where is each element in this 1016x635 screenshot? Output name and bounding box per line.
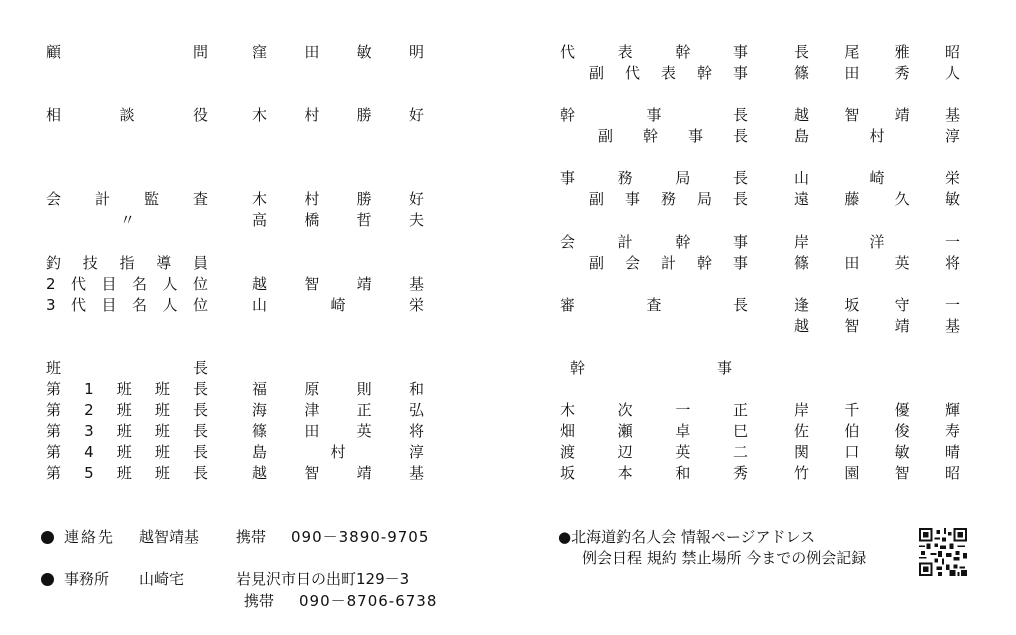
auditor-name-1: 木 村 勝 好 <box>252 190 424 208</box>
vice-chief-name: 島 村 淳 <box>794 127 960 145</box>
treasurer-name: 岸 洋 一 <box>794 233 960 251</box>
group-leader-name-1: 福 原 則 和 <box>252 380 424 398</box>
secretary-b-4: 竹 園 智 昭 <box>794 464 960 482</box>
bullet-icon <box>41 531 54 544</box>
vice-rep-title: 副 代 表 幹 事 <box>589 64 748 82</box>
office-chief-name: 山 崎 栄 <box>794 169 960 187</box>
info-links[interactable]: 例会日程 規約 禁止場所 今までの例会記録 <box>582 549 867 567</box>
secretary-b-2: 佐 伯 俊 寿 <box>794 422 960 440</box>
judge-name-2: 越 智 靖 基 <box>794 317 960 335</box>
judge-name-1: 逢 坂 守 一 <box>794 296 960 314</box>
secretary-a-1: 木 次 一 正 <box>560 401 748 419</box>
contact-label: 連絡先 <box>64 528 116 546</box>
qr-code-icon[interactable] <box>919 528 967 576</box>
office-chief-title: 事 務 局 長 <box>560 169 748 187</box>
office-place: 山崎宅 <box>139 570 185 588</box>
group-leader-role-2: 第 2 班 班 長 <box>46 401 208 419</box>
contact-mobile-label: 携帯 <box>236 528 267 546</box>
instructor-rank-2: 2 代 目 名 人 位 <box>46 275 208 293</box>
vice-treasurer-name: 篠 田 英 将 <box>794 254 960 272</box>
office-label: 事務所 <box>64 570 110 588</box>
chief-name: 越 智 靖 基 <box>794 106 960 124</box>
secretary-a-4: 坂 本 和 秀 <box>560 464 748 482</box>
chief-title: 幹 事 長 <box>560 106 748 124</box>
auditor-title: 会 計 監 査 <box>46 190 208 208</box>
secretary-a-2: 畑 瀬 卓 巳 <box>560 422 748 440</box>
counselor-title: 相 談 役 <box>46 106 208 124</box>
ditto-mark: 〃 <box>120 211 136 229</box>
vice-office-title: 副 事 務 局 長 <box>589 190 748 208</box>
rep-title: 代 表 幹 事 <box>560 43 748 61</box>
group-leader-name-4: 島 村 淳 <box>252 443 424 461</box>
instructor-name-3: 山 崎 栄 <box>252 296 424 314</box>
instructor-title: 釣 技 指 導 員 <box>46 254 208 272</box>
treasurer-title: 会 計 幹 事 <box>560 233 748 251</box>
secretary-b-1: 岸 千 優 輝 <box>794 401 960 419</box>
instructor-name-2: 越 智 靖 基 <box>252 275 424 293</box>
rep-name: 長 尾 雅 昭 <box>794 43 960 61</box>
contact-mobile: 090－3890-9705 <box>291 528 430 546</box>
info-title: ●北海道釣名人会 情報ページアドレス <box>558 528 816 546</box>
group-leader-role-5: 第 5 班 班 長 <box>46 464 208 482</box>
secretary-a-3: 渡 辺 英 二 <box>560 443 748 461</box>
judge-title: 審 査 長 <box>560 296 748 314</box>
vice-chief-title: 副 幹 事 長 <box>598 127 748 145</box>
vice-treasurer-title: 副 会 計 幹 事 <box>589 254 748 272</box>
contact-person: 越智靖基 <box>139 528 200 546</box>
office-mobile-label: 携帯 <box>244 592 275 610</box>
office-address: 岩見沢市日の出町129－3 <box>236 570 410 588</box>
group-leader-name-3: 篠 田 英 将 <box>252 422 424 440</box>
vice-rep-name: 篠 田 秀 人 <box>794 64 960 82</box>
vice-office-name: 遠 藤 久 敏 <box>794 190 960 208</box>
group-leader-role-4: 第 4 班 班 長 <box>46 443 208 461</box>
advisor-title: 顧 問 <box>46 43 208 61</box>
bullet-icon <box>41 573 54 586</box>
instructor-rank-3: 3 代 目 名 人 位 <box>46 296 208 314</box>
group-leader-name-2: 海 津 正 弘 <box>252 401 424 419</box>
office-mobile: 090－8706-6738 <box>299 592 438 610</box>
group-leader-title: 班 長 <box>46 359 208 377</box>
group-leader-role-1: 第 1 班 班 長 <box>46 380 208 398</box>
group-leader-role-3: 第 3 班 班 長 <box>46 422 208 440</box>
secretaries-title: 幹 事 <box>570 359 732 377</box>
group-leader-name-5: 越 智 靖 基 <box>252 464 424 482</box>
advisor-name: 窪 田 敏 明 <box>252 43 424 61</box>
counselor-name: 木 村 勝 好 <box>252 106 424 124</box>
auditor-name-2: 高 橋 哲 夫 <box>252 211 424 229</box>
secretary-b-3: 関 口 敏 晴 <box>794 443 960 461</box>
